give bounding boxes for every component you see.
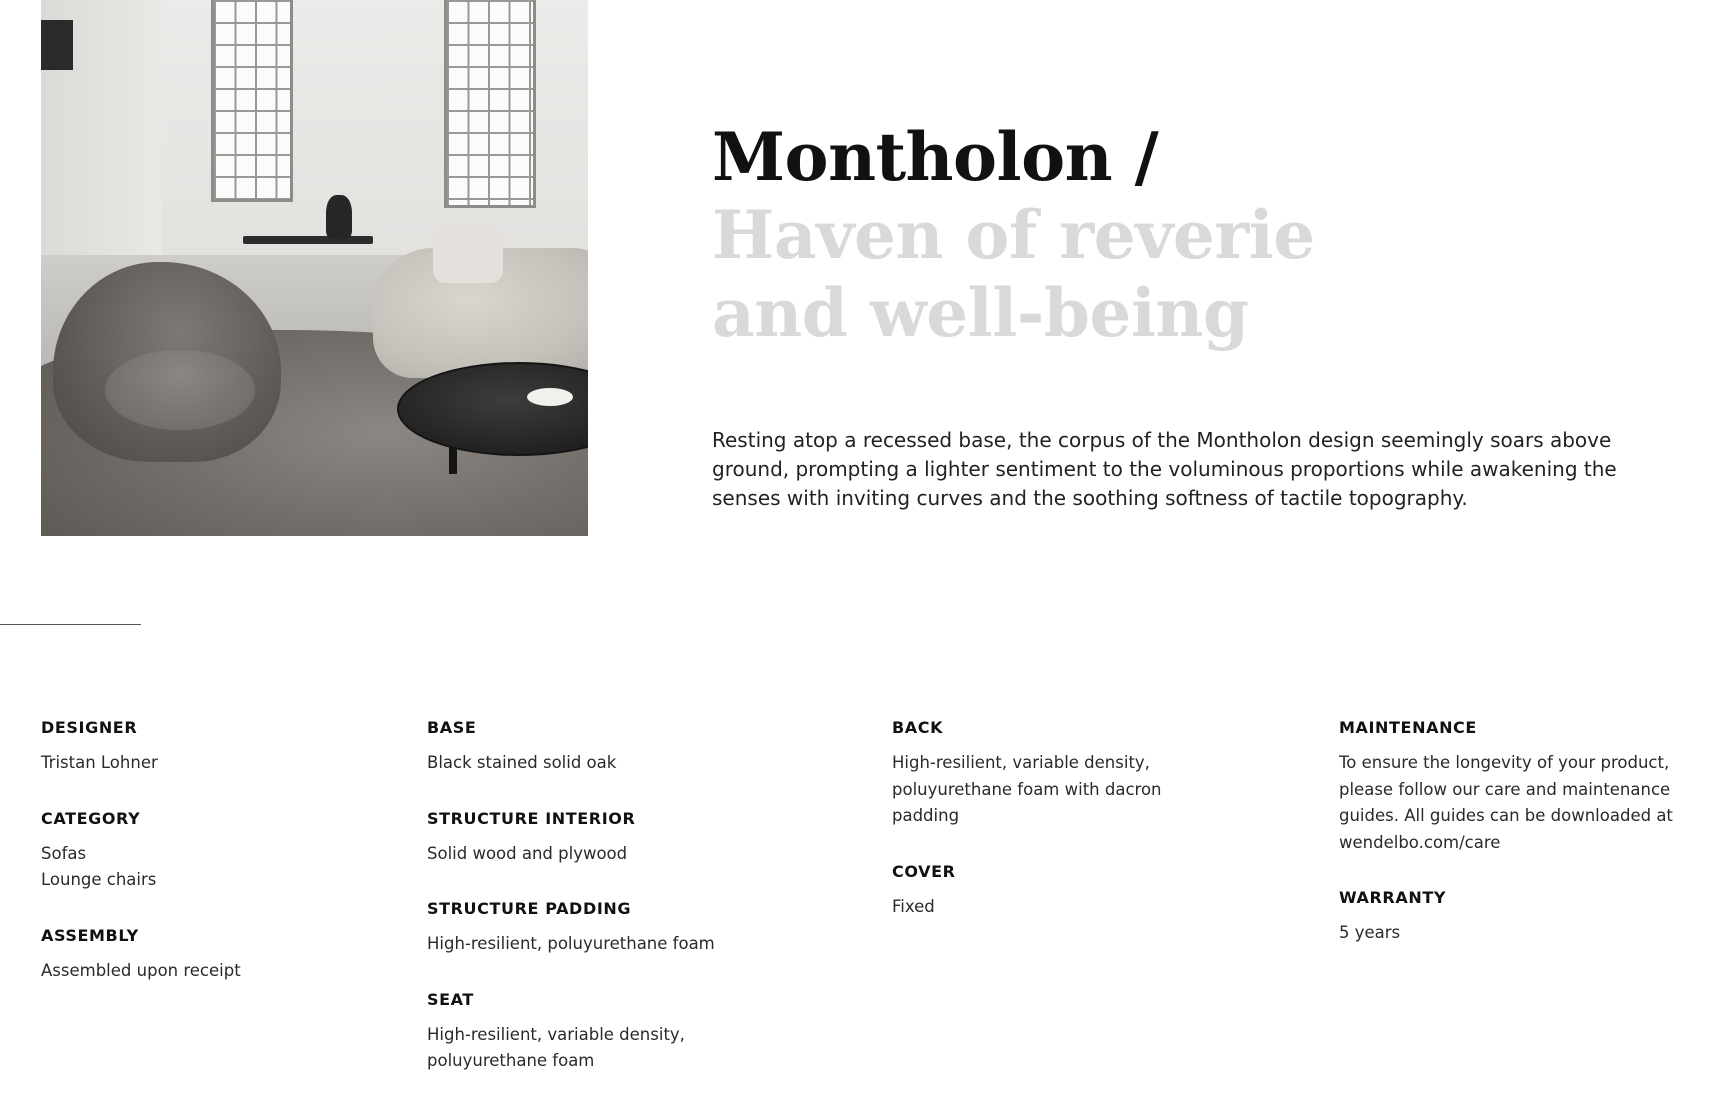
spec-label: BASE xyxy=(427,718,477,737)
photo-cushion xyxy=(433,228,503,283)
spec-label: STRUCTURE PADDING xyxy=(427,899,632,918)
spec-designer xyxy=(41,718,371,777)
photo-wall-art xyxy=(41,20,73,70)
spec-value: Assembled upon receipt xyxy=(41,960,241,980)
specs-column-3 xyxy=(892,718,1222,952)
photo-bowl xyxy=(527,388,573,406)
spec-assembly xyxy=(41,926,371,985)
spec-back xyxy=(892,718,1192,830)
photo-window-right xyxy=(444,0,536,208)
specs-column-4 xyxy=(1339,718,1699,979)
spec-value: Fixed xyxy=(892,896,935,916)
spec-base xyxy=(427,718,827,777)
photo-side-table xyxy=(243,236,373,244)
photo-sculpture xyxy=(326,195,352,239)
spec-value: High-resilient, variable density, poluyurethane foam with dacron padding xyxy=(892,753,1162,825)
spec-warranty xyxy=(1339,888,1699,947)
spec-maintenance xyxy=(1339,718,1699,856)
specs-column-1 xyxy=(41,718,371,1016)
product-tagline-line-2: and well-being xyxy=(712,274,1249,352)
product-name: Montholon / xyxy=(712,118,1159,196)
spec-value: High-resilient, variable density, poluyurethane foam xyxy=(427,1024,685,1070)
product-tagline-line-1: Haven of reverie xyxy=(712,196,1315,274)
spec-label: SEAT xyxy=(427,989,474,1009)
spec-label: STRUCTURE INTERIOR xyxy=(427,808,636,828)
spec-value: Tristan Lohner xyxy=(41,753,158,772)
photo-window-left xyxy=(211,0,293,202)
spec-label: WARRANTY xyxy=(1339,888,1447,907)
spec-value: 5 years xyxy=(1339,923,1401,942)
spec-seat xyxy=(427,990,717,1075)
specs-column-2 xyxy=(427,718,827,1107)
spec-label: MAINTENANCE xyxy=(1339,718,1477,737)
spec-label: COVER xyxy=(892,861,956,881)
spec-structure-interior xyxy=(427,809,827,868)
section-divider xyxy=(0,624,141,625)
hero-photo xyxy=(41,0,588,536)
photo-lounge-chair-seat xyxy=(105,350,255,430)
spec-label: CATEGORY xyxy=(41,808,141,828)
spec-label: DESIGNER xyxy=(41,718,138,737)
spec-label: BACK xyxy=(892,718,944,737)
page-title xyxy=(712,118,1315,352)
product-description: Resting atop a recessed base, the corpus of the Montholon design seemingly soars above ground, prompting a lighter sentiment to the voluminous proportions while awakening the senses with inviting curves and the soothing softness of tactile topography. xyxy=(712,428,1617,510)
spec-label: ASSEMBLY xyxy=(41,925,139,945)
spec-value: To ensure the longevity of your product, please follow our care and maintenance guides. All guides can be downloaded at wendelbo.com/care xyxy=(1339,753,1673,852)
spec-category xyxy=(41,809,371,894)
spec-structure-padding xyxy=(427,899,827,958)
spec-value: Solid wood and plywood xyxy=(427,843,628,863)
spec-value: High-resilient, poluyurethane foam xyxy=(427,934,715,953)
spec-value: Black stained solid oak xyxy=(427,753,617,772)
spec-value: Lounge chairs xyxy=(41,870,157,889)
spec-value: Sofas xyxy=(41,843,87,863)
spec-cover xyxy=(892,862,1222,921)
